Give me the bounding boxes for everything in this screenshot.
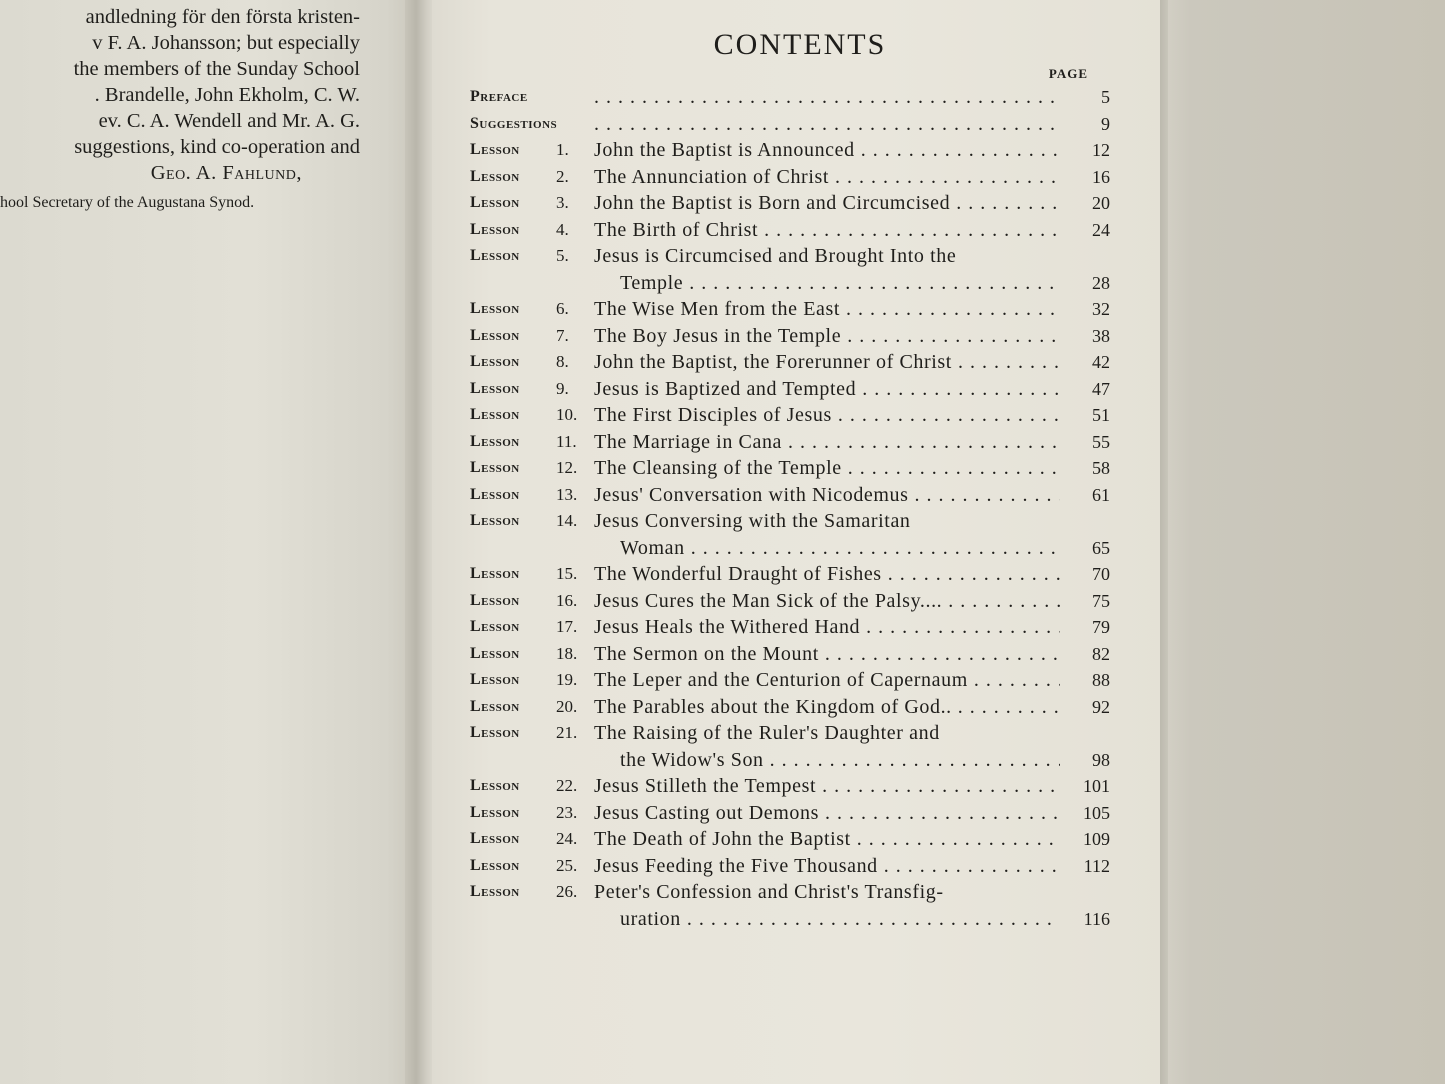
lesson-page: 20	[1092, 193, 1110, 213]
left-page-text	[0, 4, 360, 216]
lesson-title: John the Baptist is Born and Circumcised . . .	[594, 190, 1060, 217]
lesson-label: Lesson	[470, 618, 520, 635]
lesson-title: The Wonderful Draught of Fishes . . .	[594, 561, 1060, 588]
lesson-number: 9.	[556, 378, 569, 398]
lesson-number: 13.	[556, 484, 578, 504]
lesson-page: 16	[1092, 166, 1110, 187]
lesson-title: The Annunciation of Christ . . .	[594, 164, 1060, 191]
lesson-label: Lesson	[470, 671, 520, 688]
lesson-title: The Cleansing of the Temple . . .	[594, 455, 1060, 482]
lesson-row-continued	[470, 535, 1110, 562]
back-cover	[1168, 0, 1445, 1084]
lesson-page: 75	[1092, 590, 1110, 611]
signature: Geo. A. Fahlund,	[150, 162, 302, 184]
lesson-page: 65	[1092, 537, 1110, 558]
entry-title	[594, 111, 1060, 138]
lesson-number: 6.	[556, 299, 569, 318]
lesson-number: 25.	[556, 855, 578, 875]
entry-page: 5	[1101, 87, 1110, 107]
lesson-title-continued: Woman . . .	[594, 535, 1060, 562]
lesson-number: 5.	[556, 246, 569, 265]
lesson-number: 2.	[556, 166, 569, 186]
lesson-page: 32	[1092, 299, 1110, 319]
lesson-label: Lesson	[470, 883, 520, 900]
lesson-row	[470, 243, 1110, 270]
lesson-label: Lesson	[470, 406, 520, 423]
lesson-number: 4.	[556, 219, 569, 239]
lesson-label: Lesson	[470, 856, 520, 874]
lesson-page: 42	[1092, 352, 1110, 372]
signature-title: hool Secretary of the Augustana Synod.	[0, 194, 255, 211]
lesson-number: 26.	[556, 882, 578, 901]
lesson-row	[470, 641, 1110, 668]
lesson-number: 18.	[556, 643, 578, 663]
lesson-row	[470, 800, 1110, 827]
lesson-page: 88	[1092, 670, 1110, 690]
lesson-title: Jesus Feeding the Five Thousand . . .	[594, 853, 1060, 880]
lesson-page: 12	[1092, 140, 1110, 160]
lesson-page: 82	[1092, 643, 1110, 664]
lesson-row	[470, 190, 1110, 217]
lesson-row-continued	[470, 270, 1110, 297]
lesson-page: 28	[1092, 272, 1110, 293]
lesson-title: Jesus is Baptized and Tempted . . .	[594, 376, 1060, 403]
lesson-row	[470, 667, 1110, 694]
lesson-title: Jesus Conversing with the Samaritan	[594, 510, 911, 532]
lesson-page: 92	[1092, 696, 1110, 717]
lesson-label: Lesson	[470, 830, 520, 847]
lesson-title: Peter's Confession and Christ's Transfig-	[594, 881, 944, 903]
table-of-contents	[470, 28, 1110, 932]
lesson-number: 1.	[556, 140, 569, 159]
entry-title	[594, 84, 1060, 111]
lesson-label: Lesson	[470, 220, 520, 238]
lesson-title: Jesus Cures the Man Sick of the Palsy.... . . .	[594, 588, 1060, 615]
lesson-page: 58	[1092, 458, 1110, 478]
lesson-label: Lesson	[470, 777, 520, 794]
lesson-number: 22.	[556, 776, 578, 795]
lesson-label: Lesson	[470, 247, 520, 264]
lesson-page: 116	[1083, 908, 1110, 929]
lesson-title: Jesus is Circumcised and Brought Into the	[594, 245, 957, 267]
lesson-number: 17.	[556, 617, 578, 636]
lesson-row	[470, 349, 1110, 376]
left-line: the members of the Sunday School	[73, 58, 360, 80]
entry-label: Suggestions	[470, 114, 558, 132]
lesson-page: 112	[1083, 855, 1110, 876]
lesson-page: 61	[1092, 484, 1110, 505]
lesson-number: 21.	[556, 723, 578, 742]
lesson-row	[470, 482, 1110, 509]
lesson-title-continued: uration . . .	[594, 906, 1060, 933]
lesson-title: The First Disciples of Jesus . . .	[594, 402, 1060, 429]
lesson-row	[470, 694, 1110, 721]
lesson-row	[470, 323, 1110, 350]
lesson-title: The Boy Jesus in the Temple . . .	[594, 323, 1060, 350]
entry-label: Preface	[470, 88, 528, 105]
lesson-title: The Birth of Christ . . .	[594, 217, 1060, 244]
lesson-label: Lesson	[470, 485, 520, 503]
lesson-title: Jesus Casting out Demons . . .	[594, 800, 1060, 827]
lesson-page: 24	[1092, 219, 1110, 240]
lesson-label: Lesson	[470, 803, 520, 821]
lesson-row-continued	[470, 747, 1110, 774]
lesson-label: Lesson	[470, 565, 520, 582]
left-line: andledning för den första kristen-	[85, 6, 360, 28]
lesson-number: 19.	[556, 670, 578, 689]
lesson-label: Lesson	[470, 697, 520, 715]
lesson-row	[470, 455, 1110, 482]
left-line: suggestions, kind co-operation and	[74, 136, 360, 158]
lesson-row	[470, 296, 1110, 323]
left-line: . Brandelle, John Ekholm, C. W.	[94, 84, 360, 106]
lesson-page: 47	[1092, 378, 1110, 399]
lesson-label: Lesson	[470, 353, 520, 370]
left-line: v F. A. Johansson; but especially	[92, 32, 360, 54]
lesson-row	[470, 508, 1110, 535]
lesson-number: 23.	[556, 802, 578, 822]
lesson-row	[470, 720, 1110, 747]
lesson-label: Lesson	[470, 724, 520, 741]
lesson-number: 15.	[556, 564, 578, 583]
lesson-page: 105	[1083, 802, 1110, 823]
lesson-row	[470, 879, 1110, 906]
lesson-label: Lesson	[470, 432, 520, 450]
lesson-label: Lesson	[470, 459, 520, 476]
lesson-row	[470, 402, 1110, 429]
contents-title: CONTENTS	[713, 28, 887, 61]
left-line: ev. C. A. Wendell and Mr. A. G.	[98, 110, 360, 132]
lesson-title: The Parables about the Kingdom of God.. . . .	[594, 694, 1060, 721]
lesson-page: 38	[1092, 325, 1110, 346]
lesson-row	[470, 614, 1110, 641]
lesson-page: 79	[1092, 617, 1110, 637]
lesson-page: 109	[1083, 829, 1110, 849]
lesson-label: Lesson	[470, 300, 520, 317]
lesson-title: John the Baptist is Announced . . .	[594, 137, 1060, 164]
lesson-label: Lesson	[470, 591, 520, 609]
lesson-row	[470, 137, 1110, 164]
lesson-page: 70	[1092, 564, 1110, 584]
contents-list	[470, 84, 1110, 932]
lesson-title: The Wise Men from the East . . .	[594, 296, 1060, 323]
lesson-row	[470, 429, 1110, 456]
lesson-label: Lesson	[470, 512, 520, 529]
lesson-row-continued	[470, 906, 1110, 933]
lesson-title: The Leper and the Centurion of Capernaum . . .	[594, 667, 1060, 694]
lesson-title: Jesus' Conversation with Nicodemus . . .	[594, 482, 1060, 509]
lesson-row	[470, 826, 1110, 853]
lesson-number: 16.	[556, 590, 578, 610]
lesson-title-continued: Temple . . .	[594, 270, 1060, 297]
lesson-row	[470, 773, 1110, 800]
lesson-label: Lesson	[470, 379, 520, 397]
lesson-row	[470, 588, 1110, 615]
lesson-page: 98	[1092, 749, 1110, 770]
lesson-row	[470, 217, 1110, 244]
lesson-label: Lesson	[470, 167, 520, 185]
lesson-label: Lesson	[470, 326, 520, 344]
contents-row	[470, 84, 1110, 111]
lesson-page: 101	[1083, 776, 1110, 796]
lesson-title: Jesus Stilleth the Tempest . . .	[594, 773, 1060, 800]
lesson-number: 7.	[556, 325, 569, 345]
lesson-page: 51	[1092, 405, 1110, 425]
lesson-title: The Sermon on the Mount . . .	[594, 641, 1060, 668]
lesson-number: 24.	[556, 829, 578, 848]
lesson-number: 14.	[556, 511, 578, 530]
lesson-label: Lesson	[470, 644, 520, 662]
lesson-title: John the Baptist, the Forerunner of Christ . . .	[594, 349, 1060, 376]
lesson-number: 10.	[556, 405, 578, 424]
lesson-title: The Raising of the Ruler's Daughter and	[594, 722, 940, 744]
lesson-number: 11.	[556, 431, 577, 451]
lesson-row	[470, 561, 1110, 588]
lesson-title-continued: the Widow's Son . . .	[594, 747, 1060, 774]
lesson-title: Jesus Heals the Withered Hand . . .	[594, 614, 1060, 641]
lesson-label: Lesson	[470, 194, 520, 211]
lesson-number: 20.	[556, 696, 578, 716]
lesson-row	[470, 853, 1110, 880]
lesson-row	[470, 164, 1110, 191]
lesson-page: 55	[1092, 431, 1110, 452]
lesson-row	[470, 376, 1110, 403]
lesson-title: The Marriage in Cana . . .	[594, 429, 1060, 456]
contents-row	[470, 111, 1110, 138]
lesson-label: Lesson	[470, 141, 520, 158]
lesson-number: 12.	[556, 458, 578, 477]
page-column-header: PAGE	[1048, 66, 1088, 81]
entry-page: 9	[1101, 113, 1110, 134]
lesson-title: The Death of John the Baptist . . .	[594, 826, 1060, 853]
lesson-number: 3.	[556, 193, 569, 212]
lesson-number: 8.	[556, 352, 569, 371]
